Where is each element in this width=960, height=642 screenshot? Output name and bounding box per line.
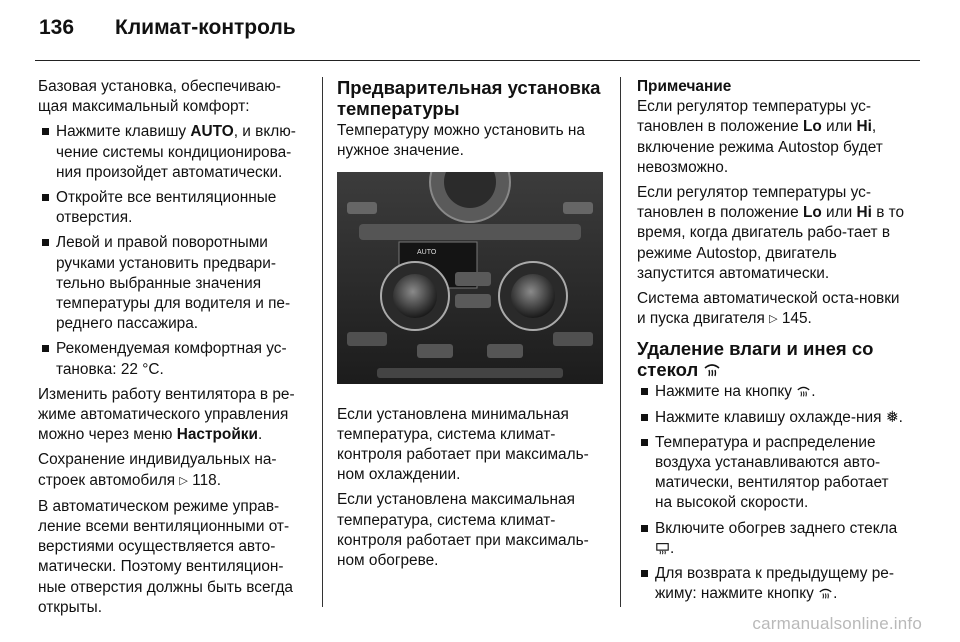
section-heading: Удаление влаги и инея со стекол [637, 338, 874, 381]
defrost-list [637, 382, 907, 604]
chapter-title: Климат-контроль [115, 16, 296, 39]
note-block: Примечание Если регулятор температуры ус-тановлен в положение Lo или Hi, включение режима Autostop будет невозможно. [637, 77, 907, 178]
list-item: Рекомендуемая комфортная ус-тановка: 22 °C. [38, 339, 310, 379]
header-rule [35, 60, 920, 61]
paragraph: Если установлена минимальная температура, система климат-контроля работает при максималь-ном охлаждении. [337, 405, 589, 484]
list-item: Нажмите на кнопку . [637, 382, 907, 402]
defrost-icon [796, 385, 811, 398]
page-ref-link[interactable]: 145 [781, 310, 808, 328]
climate-panel-photo [337, 172, 603, 384]
column-divider [322, 77, 323, 607]
list-item: Для возврата к предыдущему ре-жиму: нажмите кнопку . [637, 564, 907, 604]
auto-label: AUTO [417, 249, 437, 257]
snowflake-icon: ❅ [885, 408, 899, 426]
page-ref-icon: ▷ [769, 313, 778, 326]
paragraph: В автоматическом режиме управ-ление всеми вентиляционными от-верстиями осуществляется авто-матически. Поэтому вентиляцион-ные отверстия должны быть всегда открыты. [38, 497, 293, 616]
list-item: Включите обогрев заднего стекла . [637, 519, 907, 559]
list-item: Нажмите клавишу AUTO, и вклю-чение системы кондиционирова-ния произойдет автоматически. [38, 122, 310, 183]
list-item: Откройте все вентиляционные отверстия. [38, 188, 310, 228]
list-item: Левой и правой поворотными ручками установить предвари-тельно выбранные значения температуры для водителя и пе-реднего пассажира. [38, 233, 310, 334]
list-item: Температура и распределение воздуха устанавливаются авто-матически, вентилятор работает на высокой скорости. [637, 433, 907, 514]
paragraph: Если регулятор температуры ус-тановлен в положение Lo или Hi в то время, когда двигатель рабо-тает в режиме Autostop, двигатель запустится автоматически. [637, 184, 905, 282]
watermark: carmanualsonline.info [752, 614, 922, 633]
column-3 [637, 77, 907, 609]
auto-key-label: AUTO [190, 123, 234, 141]
menu-settings-label: Настройки [176, 426, 258, 444]
section-heading: Предварительная установка температуры [337, 77, 601, 119]
column-2 [337, 77, 603, 576]
page-header [39, 16, 296, 52]
paragraph: Температуру можно установить на нужное значение. [337, 122, 585, 160]
defrost-icon [818, 587, 833, 600]
hi-label: Hi [856, 204, 872, 222]
rear-window-heater-icon [655, 542, 670, 555]
hi-label: Hi [856, 118, 872, 136]
column-1 [38, 77, 310, 623]
list-item: Нажмите клавишу охлажде-ния ❅. [637, 408, 907, 428]
setup-list [38, 122, 310, 379]
lo-label: Lo [802, 204, 822, 222]
paragraph: Изменить работу вентилятора в ре-жиме автоматического управления можно через меню Настройки. [38, 385, 295, 444]
page-ref-link[interactable]: 118 [192, 471, 217, 489]
intro-text: Базовая установка, обеспечиваю-щая максимальный комфорт: [38, 78, 281, 116]
defrost-icon [703, 362, 721, 378]
page-ref-icon: ▷ [179, 474, 188, 487]
note-title: Примечание [637, 78, 732, 95]
lo-label: Lo [802, 118, 822, 136]
page-number: 136 [39, 16, 75, 39]
paragraph: Если установлена максимальная температура, система климат-контроля работает при максималь-ном обогреве. [337, 491, 589, 570]
column-divider [620, 77, 621, 607]
paragraph: Сохранение индивидуальных на-строек автомобиля ▷ 118. [38, 450, 310, 491]
paragraph: Система автоматической оста-новки и пуска двигателя ▷ 145. [637, 289, 907, 330]
